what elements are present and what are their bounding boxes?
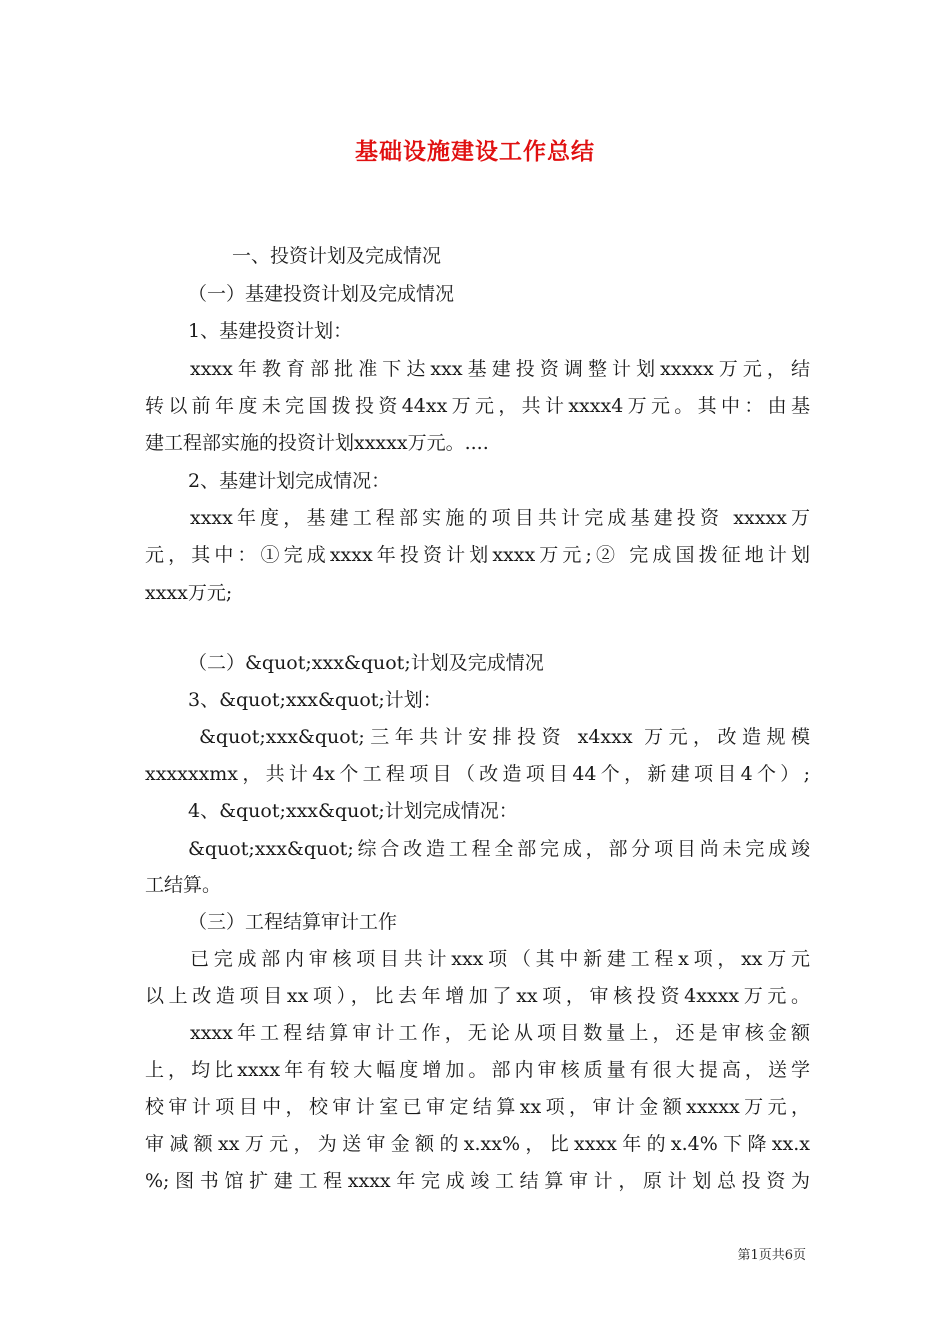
paragraph-line: xxxx年工程结算审计工作，无论从项目数量上，还是审核金额 <box>190 1022 810 1044</box>
paragraph-line: &quot;xxx&quot;综合改造工程全部完成，部分项目尚未完成竣 <box>188 838 810 860</box>
paragraph-line: xxxxxxmx，共计4x个工程项目（改造项目44个，新建项目4个）; <box>145 763 810 785</box>
paragraph-line: 已完成部内审核项目共计xxx项（其中新建工程x项，xx万元 <box>190 948 810 970</box>
paragraph-line: 转以前年度未完国拨投资44xx万元，共计xxxx4万元。其中：由基 <box>145 395 810 417</box>
paragraph-line: 建工程部实施的投资计划xxxxx万元。.... <box>145 432 489 454</box>
paragraph-line: 元，其中：①完成xxxx年投资计划xxxx万元;② 完成国拨征地计划 <box>145 544 810 566</box>
paragraph-line: 审减额xx万元，为送审金额的x.xx%，比xxxx年的x.4%下降xx.x <box>145 1133 810 1155</box>
item-heading: 1、基建投资计划： <box>188 320 353 342</box>
paragraph-line: 上，均比xxxx年有较大幅度增加。部内审核质量有很大提高，送学 <box>145 1059 810 1081</box>
item-heading: 3、&quot;xxx&quot;计划： <box>188 689 442 711</box>
page-number: 第1页共6页 <box>737 1248 806 1263</box>
paragraph-line: %;图书馆扩建工程xxxx年完成竣工结算审计，原计划总投资为 <box>145 1170 810 1192</box>
paragraph-line: 校审计项目中，校审计室已审定结算xx项，审计金额xxxxx万元， <box>145 1096 810 1118</box>
paragraph-line: xxxx万元; <box>145 582 233 604</box>
document-title: 基础设施建设工作总结 <box>355 139 595 165</box>
item-heading: 2、基建计划完成情况： <box>188 470 391 492</box>
paragraph-line: &quot;xxx&quot;三年共计安排投资 x4xxx 万元，改造规模 <box>199 726 810 748</box>
section-heading: 一、投资计划及完成情况 <box>232 245 442 267</box>
subsection-heading: （一）基建投资计划及完成情况 <box>188 283 455 305</box>
paragraph-line: 工结算。 <box>145 874 222 896</box>
subsection-heading: （三）工程结算审计工作 <box>188 911 398 933</box>
paragraph-line: 以上改造项目xx项），比去年增加了xx项，审核投资4xxxx万元。 <box>145 985 810 1007</box>
item-heading: 4、&quot;xxx&quot;计划完成情况： <box>188 800 518 822</box>
paragraph-line: xxxx年度，基建工程部实施的项目共计完成基建投资 xxxxx万 <box>190 507 810 529</box>
paragraph-line: xxxx年教育部批准下达xxx基建投资调整计划xxxxx万元，结 <box>190 358 810 380</box>
subsection-heading: （二）&quot;xxx&quot;计划及完成情况 <box>188 652 544 674</box>
